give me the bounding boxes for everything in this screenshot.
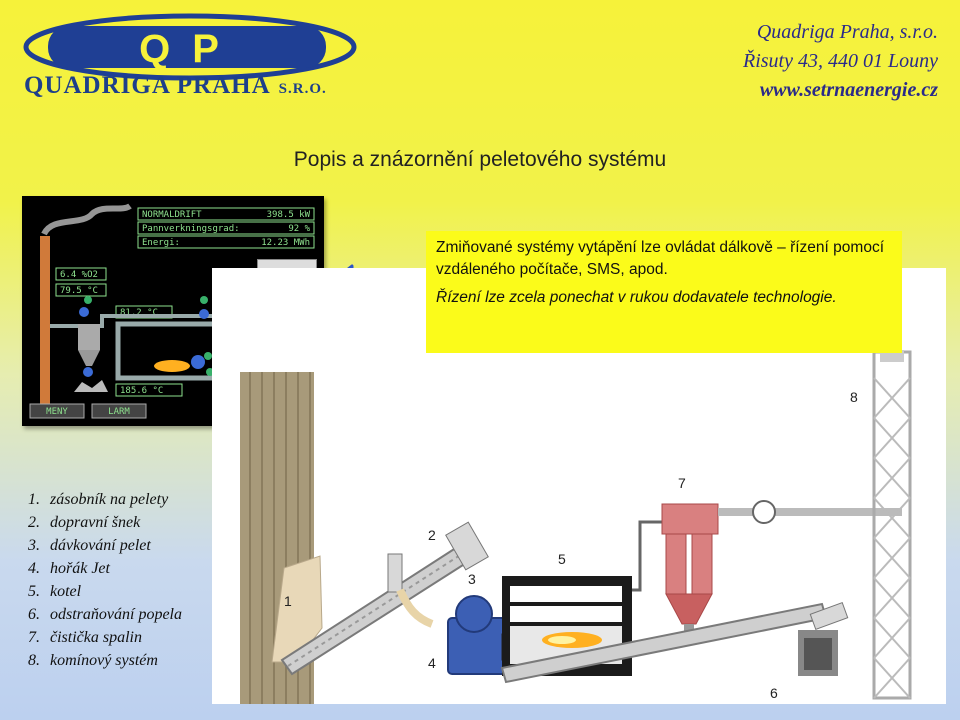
diagram-label-7: 7 <box>678 475 686 491</box>
panel-row-value: 398.5 kW <box>266 210 310 220</box>
legend-item: 7. čistička spalin <box>28 629 142 646</box>
diagram-label-6: 6 <box>770 685 778 701</box>
bottom-temp-readout: 185.6 °C <box>120 386 164 396</box>
panel-row-label: Energi: <box>142 238 180 248</box>
callout-text-italic: Řízení lze zcela ponechat v rukou dodavatele technologie. <box>436 289 837 306</box>
remote-control-callout <box>426 231 902 353</box>
panel-button-meny[interactable] <box>30 404 84 418</box>
panel-row-value: 12.23 MWh <box>261 238 310 248</box>
panel-button-label: LARM <box>108 407 130 417</box>
company-info <box>743 18 938 105</box>
diagram-label-4: 4 <box>428 655 436 671</box>
legend-item: 1. zásobník na pelety <box>28 491 169 508</box>
brand-name: QUADRIGA PRAHA S.R.O. <box>24 72 327 99</box>
legend-item: 4. hořák Jet <box>28 560 110 577</box>
company-name: Quadriga Praha, s.r.o. <box>756 21 938 43</box>
diagram-label-3: 3 <box>468 571 476 587</box>
diagram-label-2: 2 <box>428 527 436 543</box>
legend-item: 2. dopravní šnek <box>28 514 141 531</box>
flue-temp-readout: 79.5 °C <box>60 286 98 296</box>
panel-row-value: 92 % <box>288 224 310 234</box>
legend-item: 6. odstraňování popela <box>28 606 182 623</box>
panel-row-label: Pannverkningsgrad: <box>142 224 240 234</box>
smoke-icon <box>44 206 130 234</box>
diagram-label-8: 8 <box>850 389 858 405</box>
boiler-temp-readout: 81.2 °C <box>120 308 158 318</box>
fan-icon <box>753 501 775 523</box>
panel-status-rows <box>138 208 314 248</box>
company-website[interactable]: www.setrnaenergie.cz <box>759 79 938 101</box>
logo-letters: QP <box>139 27 241 71</box>
panel-chimney <box>40 236 50 406</box>
legend-item: 5. kotel <box>28 583 82 600</box>
callout-text: Zmiňované systémy vytápění lze ovládat dálkově – řízení pomocí vzdáleného počítače, SMS, apod. <box>436 239 884 278</box>
company-address: Řisuty 43, 440 01 Louny <box>743 50 938 72</box>
diagram-label-5: 5 <box>558 551 566 567</box>
legend-item: 8. komínový systém <box>28 652 158 669</box>
component-legend <box>28 488 238 672</box>
panel-button-larm[interactable] <box>92 404 146 418</box>
panel-button-label: MENY <box>46 407 68 417</box>
legend-item: 3. dávkování pelet <box>28 537 151 554</box>
o2-readout: 6.4 %O2 <box>60 270 98 280</box>
page-title: Popis a znázornění peletového systému <box>293 148 667 171</box>
diagram-label-1: 1 <box>284 593 292 609</box>
panel-row-label: NORMALDRIFT <box>142 210 202 220</box>
